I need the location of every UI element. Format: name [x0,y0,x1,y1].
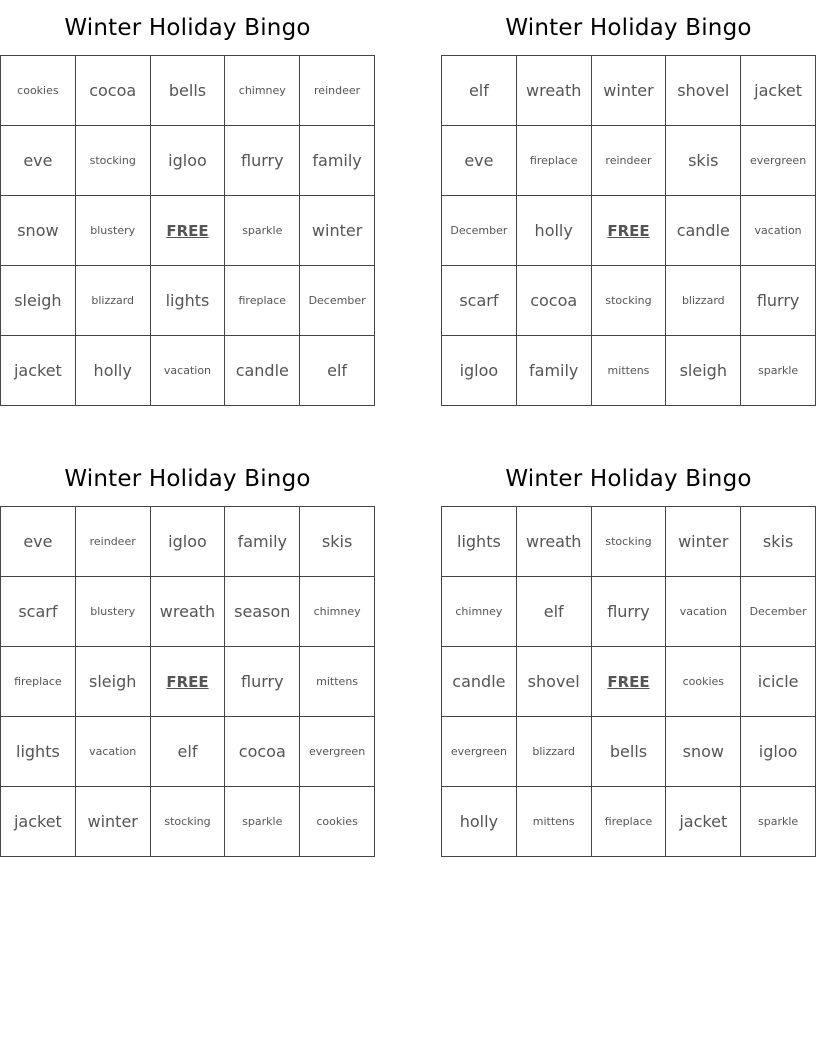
bingo-cell: bells [151,56,226,126]
bingo-cell: flurry [741,266,816,336]
bingo-cell: vacation [76,717,151,787]
bingo-cell: chimney [225,56,300,126]
bingo-cell: sparkle [225,196,300,266]
bingo-cell: chimney [442,577,517,647]
bingo-cell: reindeer [592,126,667,196]
bingo-cell: wreath [151,577,226,647]
bingo-cell: elf [151,717,226,787]
bingo-cell: lights [442,507,517,577]
bingo-cell: chimney [300,577,375,647]
bingo-cell: eve [442,126,517,196]
bingo-cell: candle [225,336,300,406]
bingo-cell: sparkle [741,787,816,857]
bingo-cell: snow [1,196,76,266]
bingo-cell: lights [151,266,226,336]
bingo-cell: elf [300,336,375,406]
bingo-cell: igloo [151,126,226,196]
bingo-cell: winter [592,56,667,126]
free-space: FREE [592,647,667,717]
bingo-cell: skis [300,507,375,577]
card-title: Winter Holiday Bingo [505,15,752,41]
bingo-cell: elf [517,577,592,647]
bingo-cell: vacation [151,336,226,406]
bingo-cell: lights [1,717,76,787]
bingo-cell: flurry [592,577,667,647]
bingo-card-3 [0,451,375,857]
bingo-cell: fireplace [517,126,592,196]
free-space: FREE [151,647,226,717]
bingo-cell: candle [666,196,741,266]
bingo-cell: sleigh [1,266,76,336]
bingo-cell: sparkle [225,787,300,857]
bingo-cell: reindeer [300,56,375,126]
card-title: Winter Holiday Bingo [505,466,752,492]
bingo-cell: stocking [592,266,667,336]
bingo-cell: stocking [76,126,151,196]
bingo-cell: blizzard [517,717,592,787]
card-title: Winter Holiday Bingo [64,466,311,492]
bingo-cell: family [517,336,592,406]
bingo-cell: cocoa [76,56,151,126]
bingo-cell: cookies [666,647,741,717]
bingo-grid [0,506,375,857]
bingo-cell: reindeer [76,507,151,577]
bingo-cell: holly [517,196,592,266]
bingo-cell: skis [666,126,741,196]
bingo-cell: eve [1,126,76,196]
bingo-cell: cocoa [225,717,300,787]
bingo-cell: vacation [741,196,816,266]
bingo-cell: jacket [1,787,76,857]
bingo-cell: flurry [225,126,300,196]
bingo-cell: icicle [741,647,816,717]
bingo-grid [0,55,375,406]
bingo-cell: cocoa [517,266,592,336]
bingo-cell: evergreen [300,717,375,787]
bingo-cell: wreath [517,507,592,577]
bingo-cell: family [225,507,300,577]
bingo-cell: jacket [1,336,76,406]
bingo-cell: eve [1,507,76,577]
bingo-cell: flurry [225,647,300,717]
bingo-cell: mittens [592,336,667,406]
bingo-cell: igloo [151,507,226,577]
bingo-cell: sleigh [666,336,741,406]
bingo-cell: elf [442,56,517,126]
bingo-cell: jacket [666,787,741,857]
bingo-cell: blustery [76,196,151,266]
bingo-cell: December [442,196,517,266]
bingo-cell: shovel [517,647,592,717]
bingo-cell: evergreen [741,126,816,196]
bingo-cell: sparkle [741,336,816,406]
bingo-cell: blizzard [666,266,741,336]
bingo-card-1 [0,0,375,406]
bingo-card-4 [441,451,816,857]
bingo-cell: winter [300,196,375,266]
bingo-cell: mittens [300,647,375,717]
bingo-grid [441,55,816,406]
bingo-card-2 [441,0,816,406]
bingo-cell: fireplace [1,647,76,717]
bingo-cell: December [300,266,375,336]
bingo-cell: holly [442,787,517,857]
bingo-cell: evergreen [442,717,517,787]
bingo-cell: cookies [1,56,76,126]
bingo-cell: sleigh [76,647,151,717]
free-space: FREE [151,196,226,266]
bingo-cell: season [225,577,300,647]
bingo-cell: vacation [666,577,741,647]
bingo-cell: winter [666,507,741,577]
bingo-cell: scarf [442,266,517,336]
bingo-cell: jacket [741,56,816,126]
bingo-cell: stocking [592,507,667,577]
bingo-cell: cookies [300,787,375,857]
bingo-cell: blizzard [76,266,151,336]
bingo-grid [441,506,816,857]
bingo-cell: mittens [517,787,592,857]
bingo-cell: family [300,126,375,196]
bingo-cell: wreath [517,56,592,126]
bingo-cell: winter [76,787,151,857]
bingo-cell: igloo [741,717,816,787]
card-title: Winter Holiday Bingo [64,15,311,41]
bingo-cell: scarf [1,577,76,647]
bingo-cell: candle [442,647,517,717]
bingo-cell: bells [592,717,667,787]
bingo-cell: igloo [442,336,517,406]
bingo-cell: fireplace [225,266,300,336]
bingo-cell: skis [741,507,816,577]
bingo-cell: shovel [666,56,741,126]
bingo-cell: December [741,577,816,647]
bingo-cell: holly [76,336,151,406]
bingo-cell: fireplace [592,787,667,857]
bingo-cell: blustery [76,577,151,647]
free-space: FREE [592,196,667,266]
bingo-cell: snow [666,717,741,787]
bingo-cell: stocking [151,787,226,857]
